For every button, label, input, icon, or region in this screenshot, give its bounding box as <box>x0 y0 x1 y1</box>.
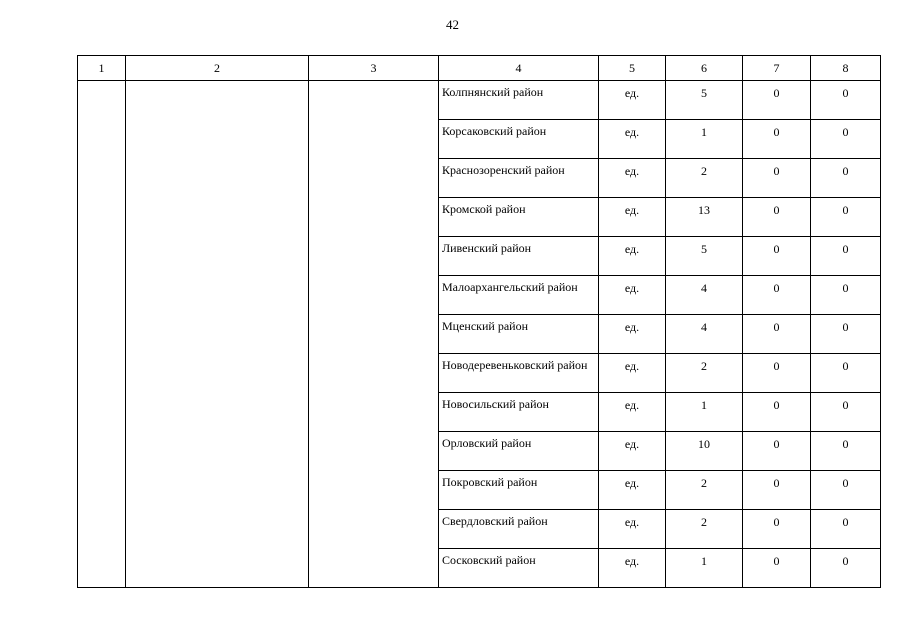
unit-cell: ед. <box>599 549 666 588</box>
value-col7: 0 <box>743 120 811 159</box>
value-col6: 2 <box>666 159 743 198</box>
value-col7: 0 <box>743 237 811 276</box>
unit-cell: ед. <box>599 393 666 432</box>
value-col7: 0 <box>743 276 811 315</box>
merged-cell-col3 <box>309 81 439 588</box>
unit-cell: ед. <box>599 120 666 159</box>
district-name: Новосильский район <box>439 393 599 432</box>
value-col7: 0 <box>743 159 811 198</box>
header-cell-1: 1 <box>78 56 126 81</box>
district-name: Сосковский район <box>439 549 599 588</box>
page-number: 42 <box>446 17 459 32</box>
unit-cell: ед. <box>599 198 666 237</box>
value-col8: 0 <box>811 120 881 159</box>
unit-cell: ед. <box>599 471 666 510</box>
value-col8: 0 <box>811 81 881 120</box>
district-name: Корсаковский район <box>439 120 599 159</box>
header-cell-5: 5 <box>599 56 666 81</box>
value-col8: 0 <box>811 354 881 393</box>
district-name: Краснозоренский район <box>439 159 599 198</box>
value-col8: 0 <box>811 432 881 471</box>
header-cell-6: 6 <box>666 56 743 81</box>
value-col8: 0 <box>811 237 881 276</box>
value-col6: 1 <box>666 393 743 432</box>
value-col7: 0 <box>743 510 811 549</box>
value-col8: 0 <box>811 276 881 315</box>
value-col6: 1 <box>666 120 743 159</box>
unit-cell: ед. <box>599 276 666 315</box>
value-col7: 0 <box>743 549 811 588</box>
header-row <box>78 56 881 81</box>
value-col7: 0 <box>743 471 811 510</box>
unit-cell: ед. <box>599 237 666 276</box>
value-col6: 2 <box>666 510 743 549</box>
district-name: Мценский район <box>439 315 599 354</box>
unit-cell: ед. <box>599 510 666 549</box>
value-col7: 0 <box>743 393 811 432</box>
value-col6: 1 <box>666 549 743 588</box>
value-col7: 0 <box>743 81 811 120</box>
value-col7: 0 <box>743 315 811 354</box>
merged-cell-col1 <box>78 81 126 588</box>
value-col8: 0 <box>811 510 881 549</box>
value-col6: 4 <box>666 315 743 354</box>
value-col6: 2 <box>666 354 743 393</box>
district-name: Малоархангельский район <box>439 276 599 315</box>
value-col6: 10 <box>666 432 743 471</box>
value-col8: 0 <box>811 393 881 432</box>
value-col8: 0 <box>811 549 881 588</box>
value-col6: 4 <box>666 276 743 315</box>
value-col6: 2 <box>666 471 743 510</box>
header-cell-7: 7 <box>743 56 811 81</box>
district-name: Орловский район <box>439 432 599 471</box>
value-col8: 0 <box>811 315 881 354</box>
value-col6: 5 <box>666 81 743 120</box>
value-col7: 0 <box>743 354 811 393</box>
header-cell-3: 3 <box>309 56 439 81</box>
unit-cell: ед. <box>599 315 666 354</box>
header-cell-2: 2 <box>126 56 309 81</box>
value-col8: 0 <box>811 198 881 237</box>
unit-cell: ед. <box>599 159 666 198</box>
value-col6: 13 <box>666 198 743 237</box>
district-name: Ливенский район <box>439 237 599 276</box>
district-name: Свердловский район <box>439 510 599 549</box>
district-name: Новодеревеньковский район <box>439 354 599 393</box>
value-col6: 5 <box>666 237 743 276</box>
value-col8: 0 <box>811 159 881 198</box>
district-name: Колпнянский район <box>439 81 599 120</box>
unit-cell: ед. <box>599 81 666 120</box>
value-col8: 0 <box>811 471 881 510</box>
table-row <box>78 81 881 120</box>
value-col7: 0 <box>743 432 811 471</box>
merged-cell-col2 <box>126 81 309 588</box>
header-cell-4: 4 <box>439 56 599 81</box>
district-name: Кромской район <box>439 198 599 237</box>
value-col7: 0 <box>743 198 811 237</box>
data-table <box>77 55 881 588</box>
unit-cell: ед. <box>599 354 666 393</box>
header-cell-8: 8 <box>811 56 881 81</box>
unit-cell: ед. <box>599 432 666 471</box>
district-name: Покровский район <box>439 471 599 510</box>
